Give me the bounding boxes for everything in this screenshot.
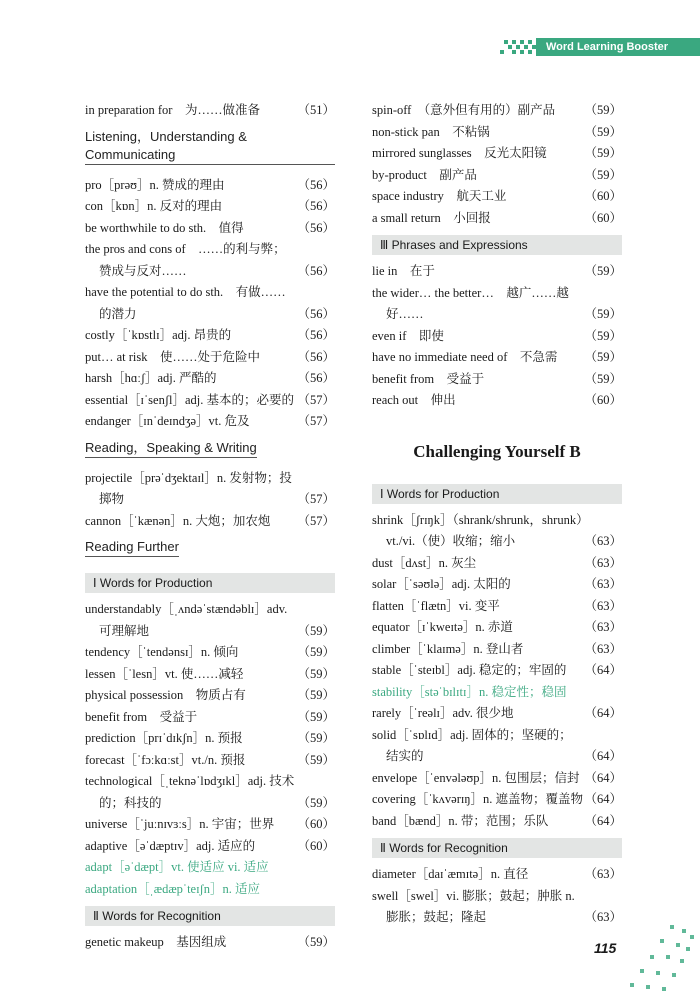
challenging-yourself-title: Challenging Yourself B [413,441,581,461]
vocab-entry [372,326,622,348]
vocab-text: stable［ˈsteɪbl］adj. 稳定的；牢固的 [372,663,567,677]
vocab-entry [372,864,622,886]
page-ref: （56） [297,371,335,385]
vocab-text: forecast［ˈfɔːkɑːst］vt./n. 预报 [85,752,246,767]
vocab-text: in preparation for 为……做准备 [85,103,260,117]
vocab-text: flatten［ˈflætn］vi. 变平 [372,598,500,613]
vocab-text: solid［ˈsɒlɪd］adj. 固体的；坚硬的；结实的 [372,727,572,763]
page-ref: （59） [584,307,622,321]
vocab-text: universe［ˈjuːnɪvɜːs］n. 宇宙；世界 [85,817,275,831]
vocab-entry [85,196,335,218]
vocab-text: climber［ˈklaɪmə］n. 登山者 [372,641,524,656]
vocab-entry [372,283,622,326]
page-ref: （56） [297,328,335,342]
vocab-text: diameter［daɪˈæmɪtə］n. 直径 [372,867,529,881]
vocab-entry [85,707,335,729]
vocab-text: envelope［ˈenvələʊp］n. 包围层；信封 [372,770,580,785]
vocab-text: adapt［əˈdæpt］vt. 使适应 vi. 适应 [85,860,269,874]
page-ref: （60） [297,838,335,853]
vocab-entry [85,814,335,836]
page-ref: （56） [297,220,335,235]
vocab-entry [85,771,335,814]
vocab-entry [372,100,622,122]
vocab-text: endanger［ɪnˈdeɪndʒə］vt. 危及 [85,414,250,428]
vocab-text: prediction［prɪˈdɪkʃn］n. 预报 [85,731,243,745]
page-ref: （51） [297,103,335,117]
page-ref: （63） [584,910,622,924]
page-ref: （60） [584,210,622,225]
vocab-text: con［kɒn］n. 反对的理由 [85,199,223,213]
vocab-text: a small return 小回报 [372,210,491,225]
vocab-text: non-stick pan 不粘锅 [372,124,490,139]
page-ref: （59） [297,688,335,702]
page-ref: （59） [584,371,622,386]
vocab-text: essential［ɪˈsenʃl］adj. 基本的；必要的 [85,392,294,407]
vocab-text: solar［ˈsəʊlə］adj. 太阳的 [372,577,511,591]
vocab-entry [85,239,335,282]
vocab-entry [85,642,335,664]
section-title-reading-further: Reading Further [85,538,179,557]
vocab-entry [85,411,335,433]
vocab-text: shrink［ʃrɪŋk］（shrank/shrunk，shrunk）vt./vi.（使）收缩；缩小 [372,512,583,548]
vocab-entry [372,725,622,768]
subheading-phrases: Ⅲ Phrases and Expressions [372,235,622,255]
vocab-entry [85,664,335,686]
vocab-text: be worthwhile to do sth. 值得 [85,220,244,235]
vocab-text: lessen［ˈlesn］vt. 使……减轻 [85,666,244,681]
page-ref: （59） [297,666,335,681]
vocab-entry [372,660,622,682]
page-ref: （59） [297,709,335,724]
page-ref: （64） [584,813,622,828]
vocab-text: put… at risk 使……处于危险中 [85,349,260,364]
vocab-text: covering［ˈkʌvərɪŋ］n. 遮盖物；覆盖物 [372,792,584,806]
page-ref: （59） [297,795,335,810]
vocab-text: harsh［hɑːʃ］adj. 严酷的 [85,371,217,385]
vocab-text: genetic makeup 基因组成 [85,935,227,949]
page-ref: （63） [584,641,622,656]
vocab-text: stability［stəˈbɪlɪtɪ］n. 稳定性；稳固 [372,684,567,699]
vocab-text: space industry 航天工业 [372,189,507,203]
page-ref: （63） [584,620,622,634]
page-ref: （64） [584,663,622,677]
vocab-text: reach out 伸出 [372,393,456,407]
vocab-text: adaptation［ˌædæpˈteɪʃn］n. 适应 [85,881,260,896]
vocab-text: the wider… the better… 越广……越好…… [372,285,569,321]
vocab-entry [372,811,622,833]
vocab-entry [372,122,622,144]
subheading-b-words-recognition: Ⅱ Words for Recognition [372,838,622,858]
vocab-entry-derived [85,879,335,901]
vocab-text: by-product 副产品 [372,167,477,182]
page-ref: （63） [584,555,622,570]
vocab-entry [372,617,622,639]
vocab-entry [372,639,622,661]
vocab-entry [372,261,622,283]
vocab-text: lie in 在于 [372,264,435,278]
vocab-text: projectile［prəˈdʒektaɪl］n. 发射物；投掷物 [85,470,292,506]
vocab-entry [372,886,622,929]
vocab-entry [85,468,335,511]
vocab-text: spin-off （意外但有用的）副产品 [372,103,556,117]
vocab-text: physical possession 物质占有 [85,688,246,702]
page-ref: （63） [584,534,622,548]
vocab-entry [85,347,335,369]
vocab-entry [85,599,335,642]
page-ref: （64） [584,792,622,806]
vocab-entry [372,510,622,553]
vocab-entry [85,685,335,707]
page-ref: （59） [584,124,622,139]
vocab-entry [372,574,622,596]
vocab-entry [372,369,622,391]
page-ref: （60） [297,817,335,831]
vocab-entry [85,390,335,412]
vocab-entry [372,682,622,704]
page-ref: （64） [584,749,622,763]
vocab-entry [85,932,335,954]
page-ref: （63） [584,577,622,591]
right-column [372,100,622,929]
subheading-words-recognition: Ⅱ Words for Recognition [85,906,335,926]
vocab-text: dust［dʌst］n. 灰尘 [372,555,477,570]
vocab-entry [85,728,335,750]
vocab-text: mirrored sunglasses 反光太阳镜 [372,146,547,160]
vocab-entry [372,703,622,725]
vocab-text: even if 即使 [372,328,444,343]
vocab-entry [372,789,622,811]
page-ref: （59） [584,103,622,117]
page-ref: （59） [297,645,335,659]
page-ref: （63） [584,598,622,613]
vocab-text: technological［ˌteknəˈlɒdʒɪkl］adj. 技术的；科技的 [85,774,295,810]
vocab-entry [85,100,335,122]
vocab-entry [372,347,622,369]
vocab-text: understandably［ˌʌndəˈstændəblɪ］adv. 可理解地 [85,602,288,638]
page-ref: （57） [297,513,335,528]
vocab-text: tendency［ˈtendənsɪ］n. 倾向 [85,645,239,659]
vocab-text: benefit from 受益于 [85,709,198,724]
vocab-entry [372,143,622,165]
page-ref: （59） [584,146,622,160]
page-ref: （60） [584,393,622,407]
page-ref: （57） [297,492,335,506]
vocab-entry [85,218,335,240]
page-ref: （59） [584,328,622,343]
section-title-reading-speaking: Reading，Speaking & Writing [85,439,257,458]
vocab-text: swell［swel］vi. 膨胀；鼓起；肿胀 n. 膨胀；鼓起；隆起 [372,888,575,924]
vocab-entry [85,282,335,325]
vocab-entry [372,186,622,208]
vocab-text: have no immediate need of 不急需 [372,350,558,364]
vocab-entry [85,175,335,197]
vocab-entry [372,390,622,412]
page-ref: （59） [584,167,622,182]
subheading-b-words-production: Ⅰ Words for Production [372,484,622,504]
vocab-entry [85,325,335,347]
page-ref: （56） [297,177,335,192]
vocab-text: the pros and cons of ……的利与弊；赞成与反对…… [85,242,286,278]
page-ref: （64） [584,770,622,785]
vocab-entry [85,511,335,533]
page-ref: （60） [584,189,622,203]
vocab-text: costly［ˈkɒstlɪ］adj. 昂贵的 [85,328,232,342]
page-ref: （56） [297,349,335,364]
header-title: Word Learning Booster [536,38,700,56]
vocab-text: have the potential to do sth. 有做……的潜力 [85,285,286,321]
vocab-text: cannon［ˈkænən］n. 大炮；加农炮 [85,513,271,528]
vocab-entry [372,165,622,187]
vocab-entry-derived [85,857,335,879]
page-ref: （59） [297,752,335,767]
left-column [85,100,335,954]
vocab-entry [372,208,622,230]
vocab-text: pro［prəʊ］n. 赞成的理由 [85,177,225,192]
vocab-text: band［bænd］n. 带；范围；乐队 [372,813,549,828]
vocab-text: benefit from 受益于 [372,371,485,386]
page-ref: （56） [297,199,335,213]
header-dot-pattern [500,38,540,56]
vocab-entry [85,368,335,390]
vocab-entry [372,768,622,790]
page-ref: （59） [297,731,335,745]
vocab-entry [85,836,335,858]
vocab-entry [372,553,622,575]
page-ref: （63） [584,867,622,881]
page-ref: （59） [297,623,335,638]
page-ref: （56） [297,263,335,278]
section-title-listening: Listening，Understanding & Communicating [85,128,335,165]
subheading-words-production: Ⅰ Words for Production [85,573,335,593]
page-ref: （57） [297,392,335,407]
corner-dot-pattern [620,925,700,995]
vocab-entry [372,596,622,618]
page-number: 115 [594,940,617,956]
page-ref: （59） [584,350,622,364]
vocab-text: equator［ɪˈkweɪtə］n. 赤道 [372,620,513,634]
page-ref: （59） [297,935,335,949]
vocab-text: adaptive［əˈdæptɪv］adj. 适应的 [85,838,256,853]
page-ref: （59） [584,264,622,278]
page-ref: （64） [584,706,622,720]
page-ref: （57） [297,414,335,428]
vocab-entry [85,750,335,772]
page-ref: （56） [297,306,335,321]
vocab-text: rarely［ˈreəlɪ］adv. 很少地 [372,706,514,720]
